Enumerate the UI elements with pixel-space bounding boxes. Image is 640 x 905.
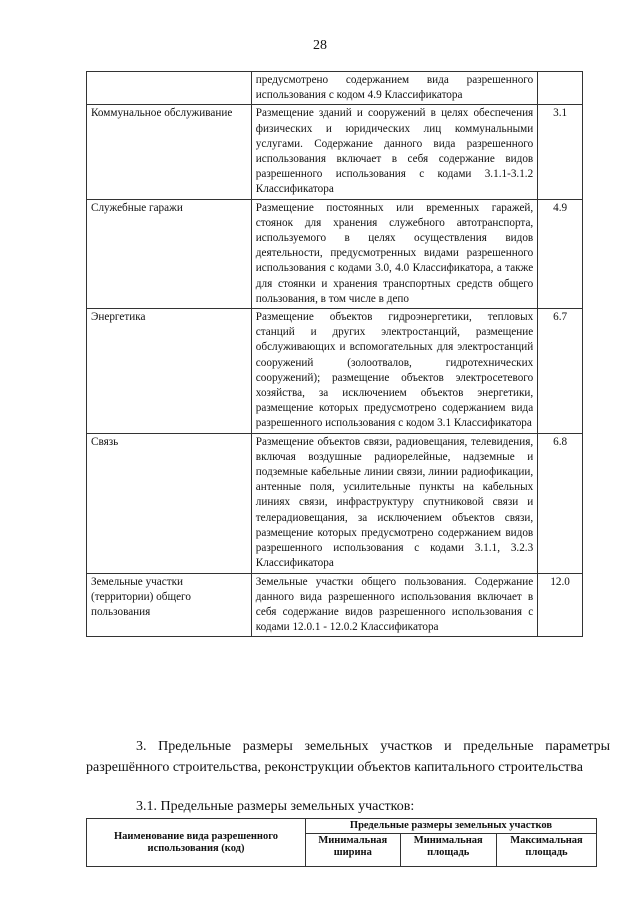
use-name-cell: Земельные участки (территории) общего пользования <box>87 573 252 637</box>
table-row <box>87 573 583 637</box>
use-name-cell: Коммунальное обслуживание <box>87 105 252 199</box>
use-code-cell: 12.0 <box>538 573 583 637</box>
use-description-cell: Размещение постоянных или временных гаражей, стоянок для хранения служебного автотранспорта, используемого в целях осуществления видов деятельности, предусмотренных видами разрешенного использования с кодами 3.0, 4.0 Классификатора, а также для стоянки и хранения транспортных средств общего пользования, в том числе в депо <box>251 199 537 308</box>
table-row <box>87 105 583 199</box>
section-3-heading: 3. Предельные размеры земельных участков и предельные параметры разрешённого строительства, реконструкции объектов капитального строительства <box>86 739 610 775</box>
table-row <box>87 309 583 434</box>
use-code-cell: 6.8 <box>538 433 583 573</box>
use-name-cell: Энергетика <box>87 309 252 434</box>
use-code-cell: 6.7 <box>538 309 583 434</box>
page-number: 28 <box>313 38 327 53</box>
use-name-cell <box>87 72 252 105</box>
col-max-area-header: Максимальная площадь <box>496 834 596 867</box>
col-group-header: Предельные размеры земельных участков <box>306 819 597 834</box>
col-min-area-header: Минимальная площадь <box>400 834 496 867</box>
use-description-cell: Земельные участки общего пользования. Содержание данного вида разрешенного использования включает в себя содержание видов разрешенного использования с кодами 12.0.1 - 12.0.2 Классификатора <box>251 573 537 637</box>
use-description-cell: Размещение зданий и сооружений в целях обеспечения физических и юридических лиц коммунальными услугами. Содержание данного вида разрешенного использования включает в себя содержание видов разрешенного использования с кодами 3.1.1-3.1.2 Классификатора <box>251 105 537 199</box>
use-code-cell: 3.1 <box>538 105 583 199</box>
table-row <box>87 72 583 105</box>
table-header-row <box>87 819 597 834</box>
plot-size-limits-table <box>86 818 597 867</box>
use-code-cell: 4.9 <box>538 199 583 308</box>
use-name-cell: Связь <box>87 433 252 573</box>
use-name-cell: Служебные гаражи <box>87 199 252 308</box>
section-3-1-heading: 3.1. Предельные размеры земельных участков: <box>136 799 415 814</box>
use-description-cell: Размещение объектов гидроэнергетики, тепловых станций и других электростанций, размещение обслуживающих и вспомогательных для электростанций сооружений (золоотвалов, гидротехнических сооружений); размещение объектов электросетевого хозяйства, за исключением объектов энергетики, размещение которых предусмотрено содержанием вида разрешенного использования с кодом 3.1 Классификатора <box>251 309 537 434</box>
col-min-width-header: Минимальная ширина <box>306 834 401 867</box>
table-row <box>87 433 583 573</box>
use-description-cell: Размещение объектов связи, радиовещания, телевидения, включая воздушные радиорелейные, надземные и подземные кабельные линии связи, линии радиофикации, антенные поля, усилительные пункты на кабельных линиях связи, инфраструктуру спутниковой связи и телерадиовещания, за исключением объектов связи, размещение которых предусмотрено содержанием видов разрешенного использования с кодами 3.1.1, 3.2.3 Классификатора <box>251 433 537 573</box>
use-description-cell: предусмотрено содержанием вида разрешенного использования с кодом 4.9 Классификатора <box>251 72 537 105</box>
table-row <box>87 199 583 308</box>
permitted-uses-table <box>86 71 583 637</box>
col-use-name-header: Наименование вида разрешенного использования (код) <box>87 819 306 867</box>
use-code-cell <box>538 72 583 105</box>
